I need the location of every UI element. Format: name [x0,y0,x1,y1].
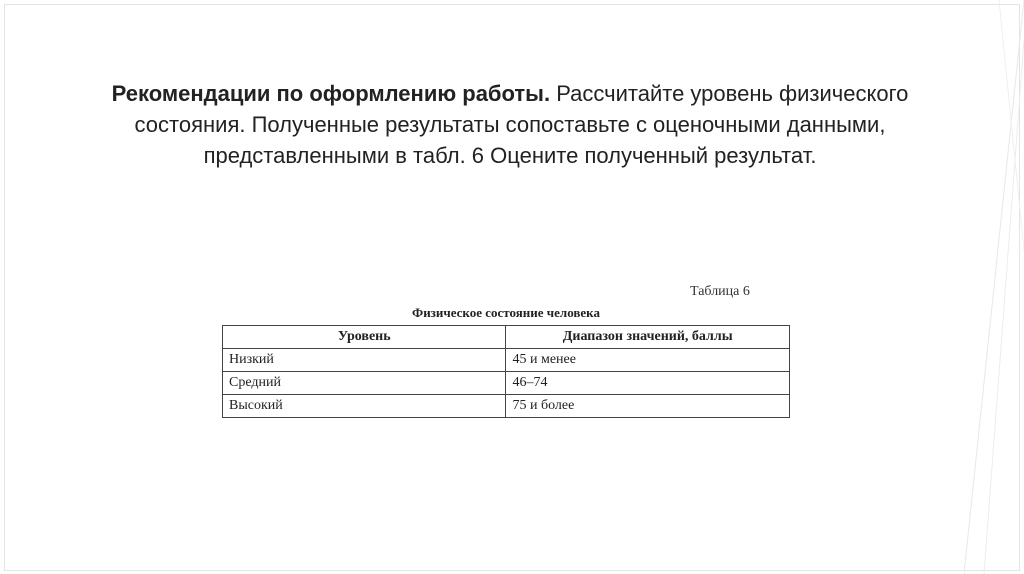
table-cell-level: Высокий [223,395,506,418]
table-cell-range: 75 и более [506,395,790,418]
body-paragraph [100,78,920,171]
table-header-row [223,326,790,349]
intro-bold-text: Рекомендации по оформлению работы. [111,81,551,106]
decorative-corner-lines [964,0,1024,574]
table-row [223,395,790,418]
data-table [222,325,790,418]
table-row [223,349,790,372]
table-cell-level: Низкий [223,349,506,372]
table-caption: Таблица 6 [690,284,750,299]
table-row [223,372,790,395]
table-cell-level: Средний [223,372,506,395]
intro-text: Рассчитайте уровень физического состояния. Полученные результаты сопоставьте с оценочными данными, представленными в табл. 6 Оцените полученный результат. [134,81,909,168]
table-cell-range: 46–74 [506,372,790,395]
table-cell-range: 45 и менее [506,349,790,372]
table-title: Физическое состояние человека [412,305,600,320]
table-header-range: Диапазон значений, баллы [506,326,790,349]
table-header-level: Уровень [223,326,506,349]
